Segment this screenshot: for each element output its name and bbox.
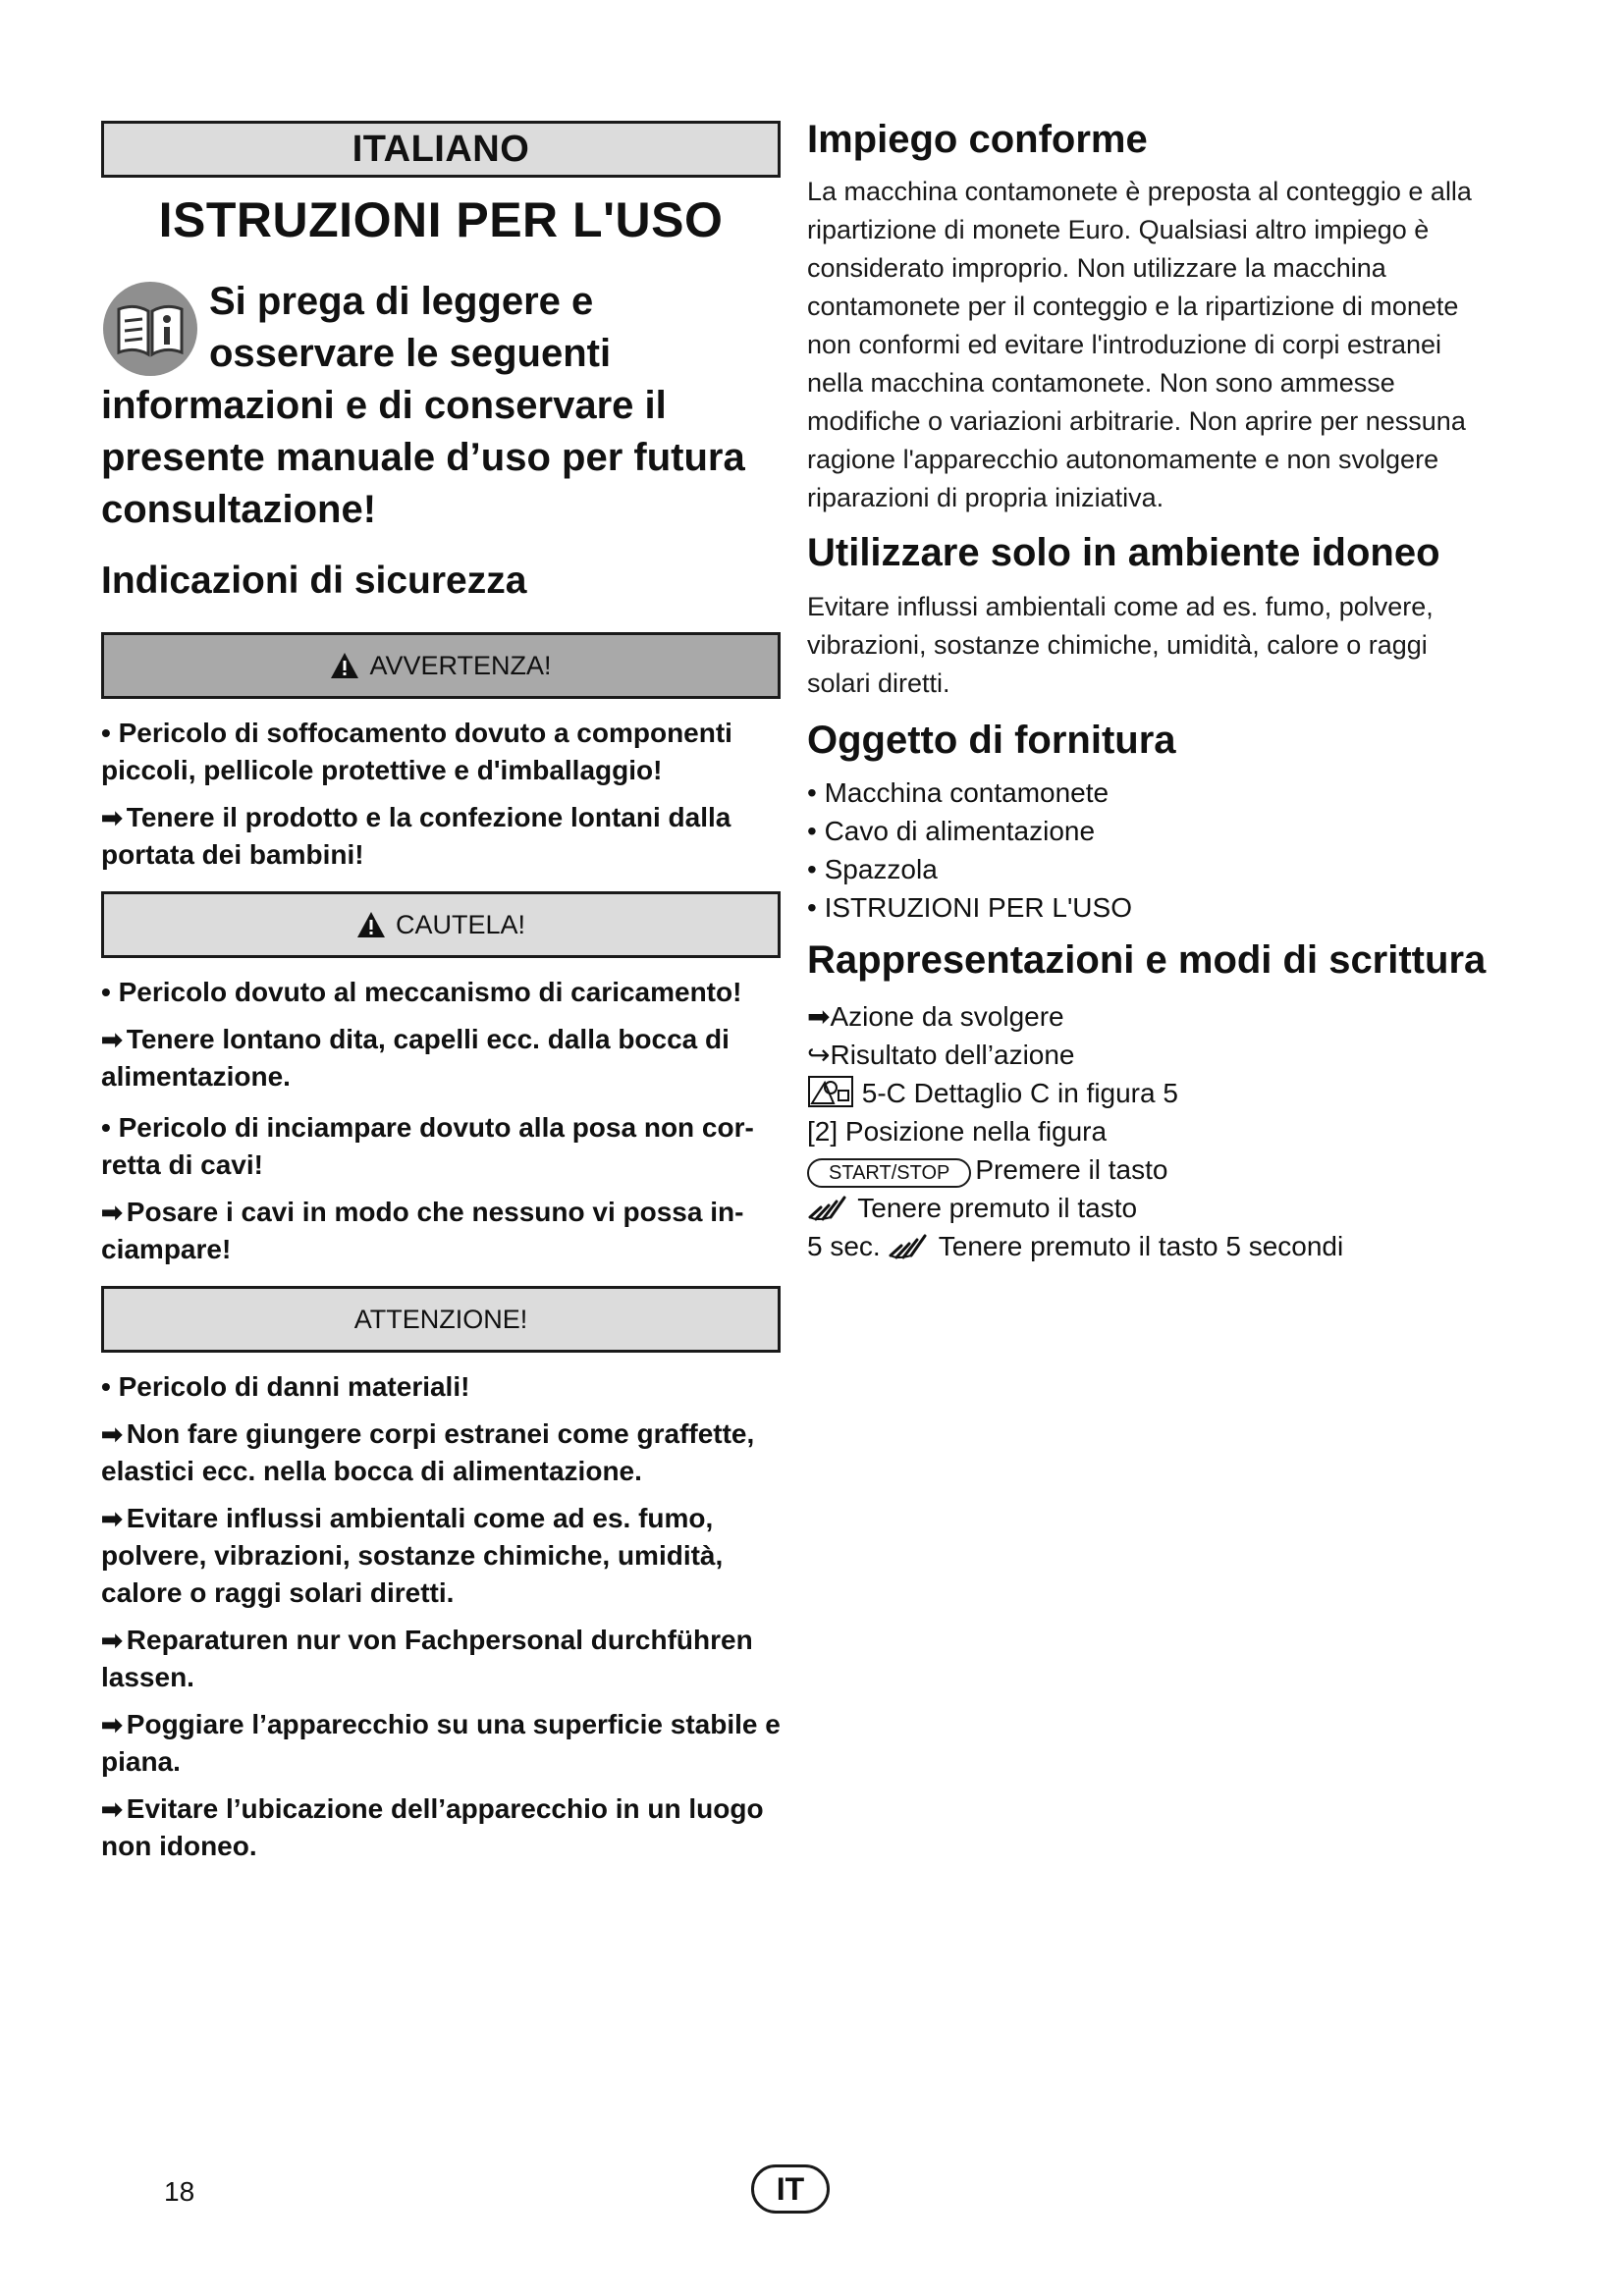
page-number: 18 <box>164 2176 195 2207</box>
warning-triangle-icon <box>356 911 386 938</box>
convention-hold: Tenere premuto il tasto <box>807 1189 1494 1227</box>
language-badge: IT <box>751 2164 830 2214</box>
convention-press: START/STOP Premere il tasto <box>807 1150 1494 1189</box>
convention-result: ↪Risultato dell’azione <box>807 1040 1075 1070</box>
detail-magnifier-icon <box>807 1075 854 1108</box>
right-column <box>807 116 1494 1265</box>
attention-label: ATTENZIONE! <box>353 1304 528 1334</box>
environment-heading: Utilizzare solo in ambiente idoneo <box>807 531 1440 574</box>
warning-action: ➡ Tenere il prodotto e la confezione lontani dalla portata dei bambini! <box>101 802 731 870</box>
press-hand-icon <box>888 1232 931 1259</box>
list-item: • Cavo di alimentazione <box>807 816 1096 846</box>
arrow-right-icon: ➡ <box>101 1710 123 1739</box>
safety-heading: Indicazioni di sicurezza <box>101 560 527 602</box>
manual-info-icon <box>101 280 199 378</box>
attention-box <box>101 1286 781 1353</box>
arrow-right-icon: ➡ <box>101 1419 123 1449</box>
warning-triangle-icon <box>330 652 359 679</box>
arrow-right-icon: ➡ <box>101 803 123 832</box>
warning-item: • Pericolo di soffocamento dovuto a componenti piccoli, pellicole protettive e d'imballaggio! <box>101 718 732 785</box>
arrow-right-icon: ➡ <box>101 1025 123 1054</box>
use-text: La macchina contamonete è preposta al conteggio e alla ripartizione di monete Euro. Qualsiasi altro impiego è considerato improprio. Non utilizzare la macchina contamonete per il conteggio e la ripartizione di monete non conformi ed evitare l'introduzione di corpi estranei nella macchina contamonete. Non sono ammesse modifiche o variazioni arbitrarie. Non aprire per nessuna ragione l'apparecchio autonomamente e non svolgere riparazioni di propria iniziativa. <box>807 177 1472 512</box>
arrow-right-icon: ➡ <box>101 1794 123 1824</box>
caution-action: ➡ Tenere lontano dita, capelli ecc. dalla bocca di alimentazione. <box>101 1024 730 1092</box>
convention-action: ➡Azione da svolgere <box>807 1001 1064 1032</box>
attention-action: ➡ Non fare giungere corpi estranei come graffette, elastici ecc. nella bocca di alimentazione. <box>101 1418 755 1486</box>
caution-box <box>101 891 781 958</box>
supply-list <box>807 774 1494 927</box>
language-header: ITALIANO <box>101 121 781 178</box>
start-stop-key: START/STOP <box>807 1158 971 1188</box>
supply-heading: Oggetto di fornitura <box>807 719 1176 762</box>
warning-label: AVVERTENZA! <box>369 650 552 680</box>
arrow-right-icon: ➡ <box>101 1626 123 1655</box>
convention-detail: 5-C Dettaglio C in figura 5 <box>807 1074 1494 1112</box>
arrow-right-icon: ➡ <box>807 1001 831 1032</box>
caution-item: • Pericolo dovuto al meccanismo di caricamento! <box>101 977 742 1007</box>
use-heading: Impiego conforme <box>807 118 1148 161</box>
caution-label: CAUTELA! <box>395 909 526 939</box>
arrow-right-icon: ➡ <box>101 1504 123 1533</box>
attention-action: ➡ Poggiare l’apparecchio su una superficie stabile e piana. <box>101 1709 781 1777</box>
press-hand-icon <box>807 1194 850 1221</box>
convention-position: [2] Posizione nella figura <box>807 1116 1108 1147</box>
list-item: • ISTRUZIONI PER L'USO <box>807 892 1132 923</box>
result-arrow-icon: ↪ <box>807 1040 831 1070</box>
attention-action: ➡ Reparaturen nur von Fachpersonal durchführen lassen. <box>101 1625 753 1692</box>
intro-text: Si prega di leggere e osservare le seguenti informazioni e di conservare il presente manuale d’uso per futura consultazione! <box>101 280 745 531</box>
list-item: • Macchina contamonete <box>807 777 1110 808</box>
attention-item: • Pericolo di danni materiali! <box>101 1371 470 1402</box>
document-title: ISTRUZIONI PER L'USO <box>158 192 724 247</box>
conventions-heading: Rappresentazioni e modi di scrittura <box>807 938 1487 982</box>
left-column <box>101 121 781 1865</box>
list-item: • Spazzola <box>807 854 938 884</box>
caution-item: • Pericolo di inciampare dovuto alla posa non cor-retta di cavi! <box>101 1112 754 1180</box>
attention-action: ➡ Evitare influssi ambientali come ad es. fumo, polvere, vibrazioni, sostanze chimiche, umidità, calore o raggi solari diretti. <box>101 1503 724 1608</box>
attention-action: ➡ Evitare l’ubicazione dell’apparecchio in un luogo non idoneo. <box>101 1793 764 1861</box>
caution-action: ➡ Posare i cavi in modo che nessuno vi possa in-ciampare! <box>101 1197 744 1264</box>
convention-hold-5s: 5 sec. Tenere premuto il tasto 5 secondi <box>807 1231 1344 1261</box>
intro-notice <box>101 276 781 536</box>
warning-box <box>101 632 781 699</box>
conventions-list <box>807 997 1494 1265</box>
environment-text: Evitare influssi ambientali come ad es. fumo, polvere, vibrazioni, sostanze chimiche, umidità, calore o raggi solari diretti. <box>807 592 1434 698</box>
arrow-right-icon: ➡ <box>101 1198 123 1227</box>
